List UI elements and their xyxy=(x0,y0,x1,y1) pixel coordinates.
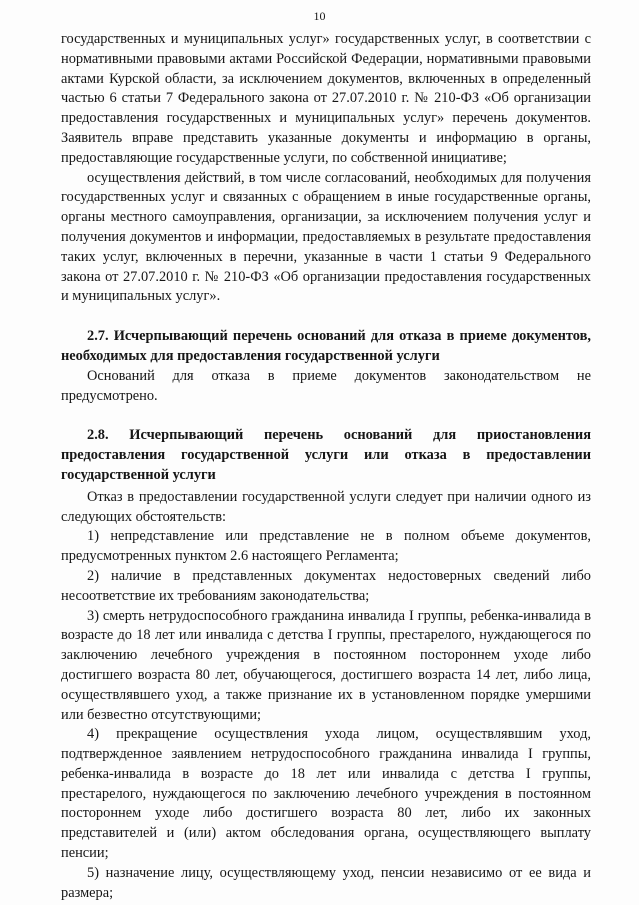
document-body xyxy=(61,30,591,903)
section-heading-2-7: 2.7. Исчерпывающий перечень оснований для отказа в приеме документов, необходимых для предоставления государственной услуги xyxy=(61,328,591,364)
list-item-5: 5) назначение лицу, осуществляющему уход, пенсии независимо от ее вида и размера; xyxy=(61,864,591,901)
section-heading-2-8: 2.8. Исчерпывающий перечень оснований для приостановления предоставления государственной услуги или отказа в предоставлении государственной услуги xyxy=(61,427,591,483)
page-number: 10 xyxy=(313,9,326,23)
list-item-4: 4) прекращение осуществления ухода лицом, осуществлявшим уход, подтвержденное заявлением нетрудоспособного гражданина инвалида I группы, ребенка-инвалида в возрасте до 18 лет или инвалида с детства I группы, престарелого, нуждающегося по заключению лечебного учреждения в постоянном постороннем уходе либо достигшего возраста 80 лет, либо их законных представителей и (или) актом обследования органа, осуществляющего выплату пенсии; xyxy=(61,726,591,862)
paragraph-actions: осуществления действий, в том числе согласований, необходимых для получения государственных услуг и связанных с обращением в иные государственные органы, органы местного самоуправления, организации, за исключением получения услуг и получения документов и информации, предоставляемых в результате предоставления таких услуг, включенных в перечни, указанные в части 1 статьи 9 Федерального закона от 27.07.2010 г. № 210-ФЗ «Об организации предоставления государственных и муниципальных услуг». xyxy=(61,169,591,305)
list-item-1: 1) непредставление или представление не в полном объеме документов, предусмотренных пунктом 2.6 настоящего Регламента; xyxy=(61,528,591,565)
paragraph-no-grounds: Оснований для отказа в приеме документов законодательством не предусмотрено. xyxy=(61,367,591,404)
paragraph-refusal-intro: Отказ в предоставлении государственной услуги следует при наличии одного из следующих обстоятельств: xyxy=(61,488,591,525)
list-item-3: 3) смерть нетрудоспособного гражданина инвалида I группы, ребенка-инвалида в возрасте до 18 лет или инвалида с детства I группы, престарелого, нуждающегося по заключению лечебного учреждения в постоянном постороннем уходе либо достигшего возраста 80 лет, обучающегося, достигшего возраста 14 лет, либо лица, осуществлявшего уход, а также признание их в установленном порядке умершими или безвестно отсутствующими; xyxy=(61,607,591,723)
list-item-2: 2) наличие в представленных документах недостоверных сведений либо несоответствие их требованиям законодательства; xyxy=(61,567,591,604)
paragraph-continuation: государственных и муниципальных услуг» государственных услуг, в соответствии с нормативными правовыми актами Российской Федерации, нормативными правовыми актами Курской области, за исключением документов, включенных в определенный частью 6 статьи 7 Федерального закона от 27.07.2010 г. № 210-ФЗ «Об организации предоставления государственных и муниципальных услуг» перечень документов. Заявитель вправе представить указанные документы и информацию в органы, предоставляющие государственные услуги, по собственной инициативе; xyxy=(61,31,591,166)
